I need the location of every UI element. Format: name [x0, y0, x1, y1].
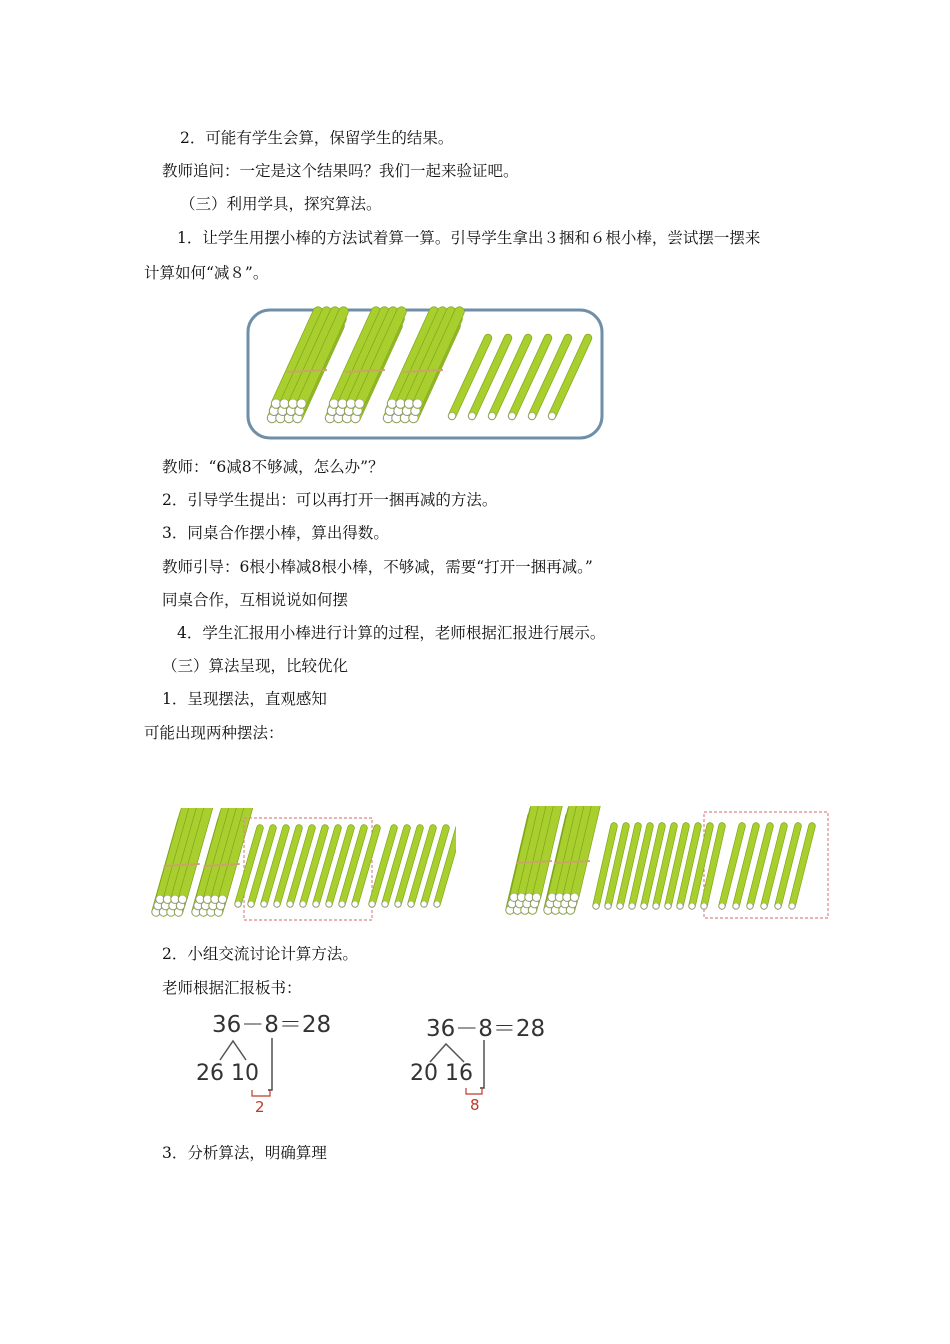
text-line: 计算如何“减８”。 — [144, 264, 269, 282]
result-text: 8 — [470, 1096, 480, 1114]
section-heading: （三）利用学具，探究算法。 — [180, 195, 382, 213]
result-text: 2 — [255, 1098, 265, 1116]
text-line: 教师引导：6根小棒减8根小棒，不够减，需要“打开一捆再减。” — [162, 558, 593, 576]
split-text: 20 16 — [410, 1061, 473, 1086]
equation-text: 36－8＝28 — [426, 1016, 546, 1042]
text-line: 可能出现两种摆法： — [144, 724, 284, 742]
text-line: 4．学生汇报用小棒进行计算的过程，老师根据汇报进行展示。 — [177, 624, 606, 642]
text-line: 1．让学生用摆小棒的方法试着算一算。引导学生拿出３捆和６根小棒，尝试摆一摆来 — [177, 229, 761, 247]
sticks-method-1 — [146, 808, 456, 923]
equation-text: 36－8＝28 — [212, 1012, 332, 1038]
text-line: 3．分析算法，明确算理 — [162, 1144, 327, 1162]
board-method-1 — [190, 1008, 350, 1118]
text-line: 1．呈现摆法，直观感知 — [162, 690, 327, 708]
text-line: 同桌合作，互相说说如何摆 — [162, 591, 349, 609]
sticks-figure-bundles — [244, 306, 606, 442]
sticks-method-2 — [496, 806, 832, 924]
text-line: 2．小组交流讨论计算方法。 — [162, 945, 358, 963]
text-line: 教师追问：一定是这个结果吗？我们一起来验证吧。 — [162, 162, 519, 180]
board-method-2 — [404, 1012, 564, 1122]
text-line: 3．同桌合作摆小棒，算出得数。 — [162, 524, 389, 542]
text-line: 2．可能有学生会算，保留学生的结果。 — [180, 129, 454, 147]
split-text: 26 10 — [196, 1061, 259, 1086]
text-line: 教师：“6减8不够减，怎么办”？ — [162, 458, 384, 476]
section-heading: （三）算法呈现，比较优化 — [162, 657, 349, 675]
text-line: 2．引导学生提出：可以再打开一捆再减的方法。 — [162, 491, 498, 509]
text-line: 老师根据汇报板书： — [162, 979, 302, 997]
